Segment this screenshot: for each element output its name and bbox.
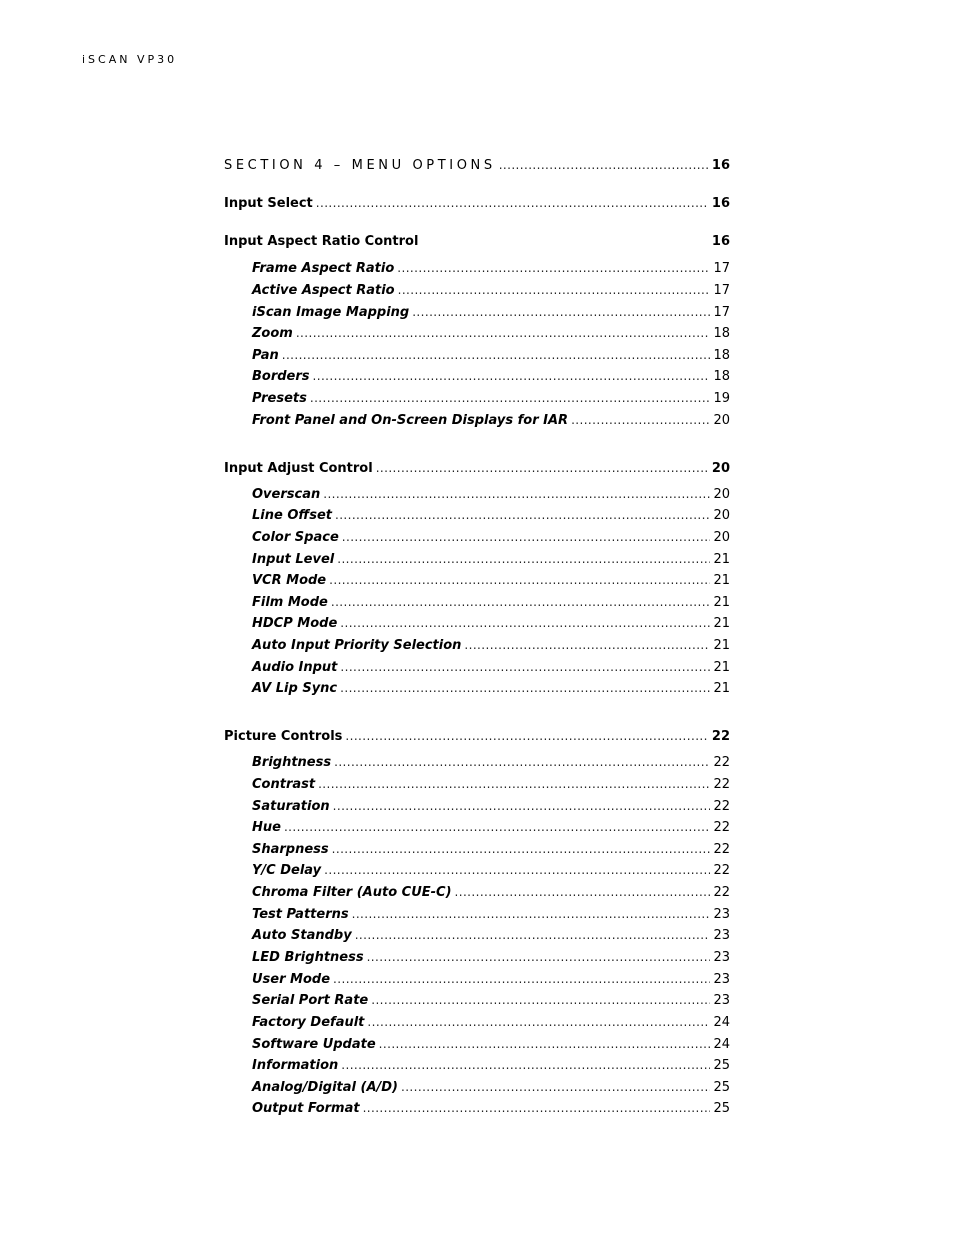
- toc-entry-title: Film Mode: [252, 595, 328, 610]
- toc-entry[interactable]: [252, 571, 730, 589]
- toc-entry-title: Color Space: [252, 530, 339, 545]
- dot-leader: [324, 861, 710, 879]
- toc-entry-title: SECTION 4 – MENU OPTIONS: [224, 158, 496, 173]
- dot-leader: [282, 346, 711, 364]
- toc-entry-title: AV Lip Sync: [252, 681, 338, 696]
- toc-entry-title: Borders: [252, 369, 310, 384]
- dot-leader: [284, 818, 711, 836]
- toc-entry-title: Output Format: [252, 1101, 360, 1116]
- dot-leader: [376, 459, 709, 477]
- toc-entry-page-number: 23: [713, 972, 730, 987]
- toc-entry-page-number: 17: [713, 261, 730, 276]
- toc-entry[interactable]: [252, 905, 730, 923]
- toc-entry[interactable]: [252, 636, 730, 654]
- toc-entry-title: Test Patterns: [252, 907, 349, 922]
- toc-entry-title: Frame Aspect Ratio: [252, 261, 395, 276]
- dot-leader: [367, 1013, 710, 1031]
- toc-entry-title: Software Update: [252, 1037, 376, 1052]
- toc-entry[interactable]: [252, 367, 730, 385]
- toc-entry-page-number: 22: [713, 885, 730, 900]
- toc-entry[interactable]: [224, 156, 730, 174]
- toc-entry-page-number: 18: [713, 348, 730, 363]
- toc-entry[interactable]: [252, 840, 730, 858]
- toc-entry-title: Auto Standby: [252, 928, 352, 943]
- toc-entry[interactable]: [252, 1099, 730, 1117]
- toc-entry-page-number: 16: [711, 234, 730, 249]
- toc-entry-title: Input Select: [224, 196, 313, 211]
- toc-entry-title: Information: [252, 1058, 339, 1073]
- toc-entry-title: Active Aspect Ratio: [252, 283, 395, 298]
- toc-entry-title: User Mode: [252, 972, 331, 987]
- toc-entry-title: Zoom: [252, 326, 293, 341]
- dot-leader: [296, 324, 711, 342]
- toc-entry-title: Saturation: [252, 799, 330, 814]
- dot-leader: [371, 991, 710, 1009]
- toc-entry-page-number: 20: [713, 508, 730, 523]
- dot-leader: [340, 679, 710, 697]
- toc-entry-page-number: 25: [713, 1080, 730, 1095]
- toc-entry-page-number: 22: [713, 777, 730, 792]
- toc-entry[interactable]: [252, 303, 730, 321]
- toc-entry[interactable]: [252, 593, 730, 611]
- toc-entry-title: Input Adjust Control: [224, 461, 373, 476]
- toc-entry-page-number: 20: [713, 487, 730, 502]
- dot-leader: [337, 550, 710, 568]
- dot-leader: [499, 156, 709, 174]
- toc-entry[interactable]: [252, 970, 730, 988]
- toc-entry-title: Contrast: [252, 777, 316, 792]
- dot-leader: [333, 797, 711, 815]
- toc-entry[interactable]: [252, 528, 730, 546]
- toc-entry-title: Picture Controls: [224, 729, 343, 744]
- toc-entry[interactable]: [252, 324, 730, 342]
- toc-entry-page-number: 25: [713, 1058, 730, 1073]
- dot-leader: [329, 571, 710, 589]
- toc-entry-title: Chroma Filter (Auto CUE-C): [252, 885, 452, 900]
- dot-leader: [310, 389, 711, 407]
- toc-entry[interactable]: [224, 194, 730, 212]
- toc-entry[interactable]: [252, 861, 730, 879]
- dot-leader: [323, 485, 710, 503]
- toc-entry-page-number: 23: [713, 907, 730, 922]
- dot-leader: [332, 840, 711, 858]
- toc-entry[interactable]: [252, 346, 730, 364]
- toc-entry-page-number: 21: [713, 681, 730, 696]
- toc-entry-page-number: 22: [713, 820, 730, 835]
- toc-entry-page-number: 19: [713, 391, 730, 406]
- dot-leader: [571, 411, 710, 429]
- dot-leader: [464, 636, 710, 654]
- dot-leader: [316, 194, 709, 212]
- toc-entry-page-number: 18: [713, 326, 730, 341]
- toc-entry-page-number: 20: [713, 530, 730, 545]
- toc-entry[interactable]: [252, 797, 730, 815]
- dot-leader: [341, 1056, 710, 1074]
- toc-entry-title: VCR Mode: [252, 573, 327, 588]
- toc-entry-page-number: 24: [713, 1037, 730, 1052]
- toc-entry[interactable]: [252, 1013, 730, 1031]
- toc-entry[interactable]: [252, 281, 730, 299]
- dot-leader: [345, 727, 709, 745]
- running-header-title: iSCAN VP30: [82, 53, 178, 66]
- toc-entry-page-number: 22: [711, 729, 730, 744]
- toc-entry[interactable]: [252, 389, 730, 407]
- toc-entry-page-number: 22: [713, 799, 730, 814]
- toc-entry-title: Pan: [252, 348, 279, 363]
- toc-entry-title: iScan Image Mapping: [252, 305, 410, 320]
- toc-entry[interactable]: [252, 753, 730, 771]
- toc-entry[interactable]: [252, 485, 730, 503]
- toc-entry-page-number: 16: [711, 158, 730, 173]
- toc-entry-page-number: 23: [713, 950, 730, 965]
- toc-entry-page-number: 17: [713, 305, 730, 320]
- toc-entry-title: LED Brightness: [252, 950, 364, 965]
- toc-entry-page-number: 21: [713, 552, 730, 567]
- toc-entry-page-number: 21: [713, 616, 730, 631]
- dot-leader: [455, 883, 711, 901]
- toc-entry-title: Presets: [252, 391, 307, 406]
- toc-entry-page-number: 16: [711, 196, 730, 211]
- toc-entry[interactable]: [252, 883, 730, 901]
- dot-leader: [401, 1078, 710, 1096]
- dot-leader: [335, 506, 710, 524]
- dot-leader: [352, 905, 711, 923]
- toc-entry-page-number: 20: [713, 413, 730, 428]
- dot-leader: [398, 281, 711, 299]
- toc-entry-page-number: 22: [713, 863, 730, 878]
- toc-entry[interactable]: [224, 233, 730, 251]
- dot-leader: [331, 593, 711, 611]
- toc-entry[interactable]: [252, 991, 730, 1009]
- toc-entry-title: Hue: [252, 820, 281, 835]
- toc-entry-page-number: 20: [711, 461, 730, 476]
- dot-leader: [379, 1035, 711, 1053]
- toc-entry[interactable]: [224, 459, 730, 477]
- dot-leader: [333, 970, 710, 988]
- toc-entry-page-number: 24: [713, 1015, 730, 1030]
- toc-entry-title: Overscan: [252, 487, 321, 502]
- toc-entry[interactable]: [252, 1078, 730, 1096]
- toc-entry-page-number: 17: [713, 283, 730, 298]
- toc-entry[interactable]: [252, 948, 730, 966]
- toc-entry-page-number: 25: [713, 1101, 730, 1116]
- toc-entry-title: Brightness: [252, 755, 332, 770]
- toc-entry-title: Auto Input Priority Selection: [252, 638, 462, 653]
- toc-entry-page-number: 22: [713, 842, 730, 857]
- toc-entry-title: HDCP Mode: [252, 616, 338, 631]
- toc-entry-title: Sharpness: [252, 842, 329, 857]
- dot-leader: [318, 775, 710, 793]
- toc-entry-page-number: 21: [713, 660, 730, 675]
- toc-entry[interactable]: [252, 1035, 730, 1053]
- toc-entry[interactable]: [252, 926, 730, 944]
- toc-entry-title: Line Offset: [252, 508, 332, 523]
- toc-entry[interactable]: [252, 1056, 730, 1074]
- toc-entry[interactable]: [252, 550, 730, 568]
- toc-entry-page-number: 23: [713, 993, 730, 1008]
- toc-entry-page-number: 21: [713, 638, 730, 653]
- toc-entry-page-number: 23: [713, 928, 730, 943]
- toc-entry[interactable]: [252, 259, 730, 277]
- toc-entry-page-number: 21: [713, 573, 730, 588]
- toc-entry[interactable]: [252, 411, 730, 429]
- dot-leader: [412, 303, 710, 321]
- toc-entry-title: Factory Default: [252, 1015, 365, 1030]
- dot-leader: [334, 753, 710, 771]
- toc-entry-title: Input Aspect Ratio Control: [224, 234, 419, 249]
- dot-leader: [342, 528, 711, 546]
- toc-entry[interactable]: [252, 679, 730, 697]
- dot-leader: [340, 658, 710, 676]
- toc-entry-title: Serial Port Rate: [252, 993, 369, 1008]
- dot-leader: [340, 614, 710, 632]
- toc-entry[interactable]: [252, 818, 730, 836]
- dot-leader: [313, 367, 711, 385]
- dot-leader: [355, 926, 711, 944]
- dot-leader: [397, 259, 710, 277]
- toc-entry-page-number: 18: [713, 369, 730, 384]
- toc-entry-title: Audio Input: [252, 660, 338, 675]
- toc-entry[interactable]: [252, 614, 730, 632]
- toc-entry-title: Y/C Delay: [252, 863, 322, 878]
- toc-entry-page-number: 22: [713, 755, 730, 770]
- toc-entry[interactable]: [252, 775, 730, 793]
- toc-entry[interactable]: [252, 658, 730, 676]
- dot-leader: [363, 1099, 711, 1117]
- toc-entry-page-number: 21: [713, 595, 730, 610]
- toc-entry-title: Analog/Digital (A/D): [252, 1080, 398, 1095]
- toc-entry[interactable]: [224, 727, 730, 745]
- dot-leader: [367, 948, 711, 966]
- toc-entry-title: Input Level: [252, 552, 335, 567]
- toc-entry[interactable]: [252, 506, 730, 524]
- toc-entry-title: Front Panel and On-Screen Displays for IAR: [252, 413, 569, 428]
